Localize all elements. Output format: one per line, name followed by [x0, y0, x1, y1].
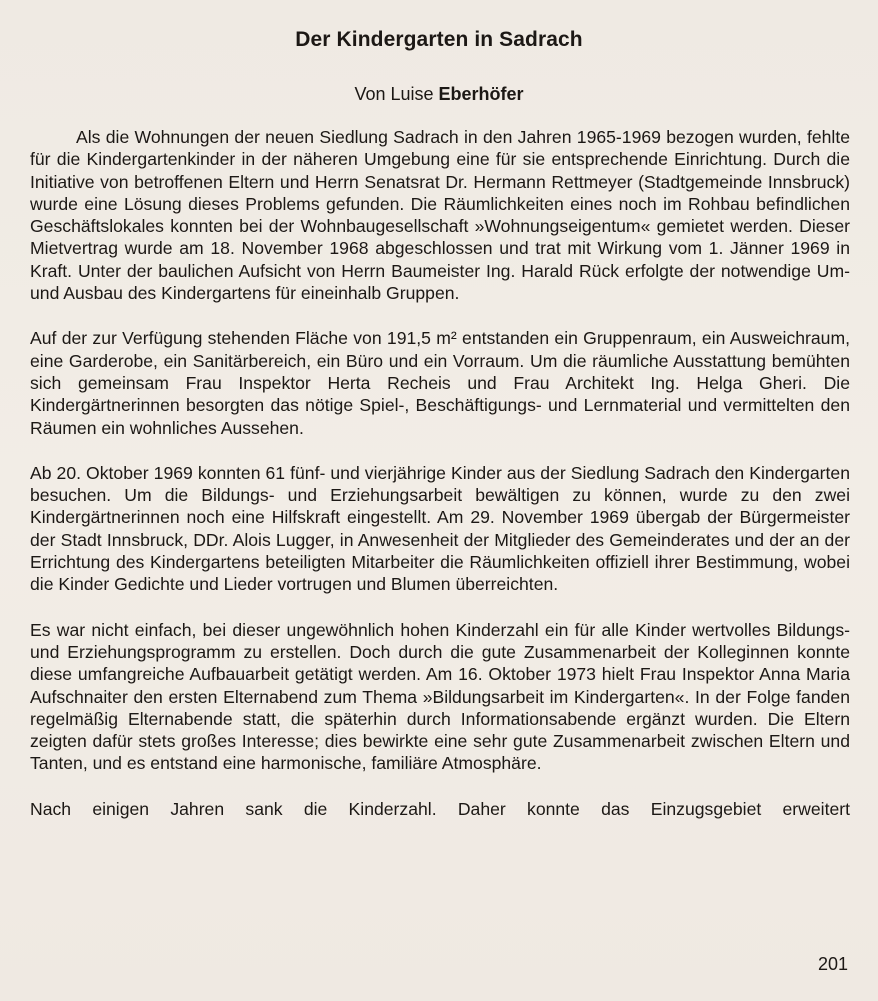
paragraph-2: Auf der zur Verfügung stehenden Fläche von 191,5 m² entstanden ein Gruppenraum, ein Ausweichraum, eine Garderobe, ein Sanitärbereich, ein Büro und ein Vorraum. Um die räumliche Ausstattung bemühten sich gemeinsam Frau Inspektor Herta Recheis und Frau Architekt Ing. Helga Gheri. Die Kindergärtnerinnen besorgten das nötige Spiel-, Beschäftigungs- und Lernmaterial und vermittelten den Räumen ein wohnliches Aussehen.	[30, 328, 850, 438]
article-title: Der Kindergarten in Sadrach	[295, 28, 583, 51]
byline-prefix: Von Luise	[354, 84, 434, 104]
article-body	[30, 126, 850, 843]
byline-author: Eberhöfer	[438, 84, 524, 104]
page-number: 201	[817, 954, 848, 974]
paragraph-5: Nach einigen Jahren sank die Kinderzahl. Daher konnte das Einzugsgebiet erweitert	[30, 798, 850, 819]
paragraph-1: Als die Wohnungen der neuen Siedlung Sadrach in den Jahren 1965-1969 bezogen wurden, fehlte für die Kindergartenkinder in der näheren Umgebung eine für sie entsprechende Einrichtung. Durch die Initiative von betroffenen Eltern und Herrn Senatsrat Dr. Hermann Rettmeyer (Stadtgemeinde Innsbruck) wurde eine Lösung dieses Problems gefunden. Die Räumlichkeiten eines noch im Rohbau befindlichen Geschäftslokales konnten bei der Wohnbaugesellschaft »Wohnungseigentum« gemietet werden. Dieser Mietvertrag wurde am 18. November 1968 abgeschlossen und trat mit Wirkung vom 1. Jänner 1969 in Kraft. Unter der baulichen Aufsicht von Herrn Baumeister Ing. Harald Rück erfolgte der notwendige Um- und Ausbau des Kindergartens für eineinhalb Gruppen.	[30, 127, 850, 304]
paragraph-4: Es war nicht einfach, bei dieser ungewöhnlich hohen Kinderzahl ein für alle Kinder wertvolles Bildungs- und Erziehungsprogramm zu erstellen. Doch durch die gute Zusammenarbeit der Kolleginnen konnte diese umfangreiche Aufbauarbeit getätigt werden. Am 16. Oktober 1973 hielt Frau Inspektor Anna Maria Aufschnaiter den ersten Elternabend zum Thema »Bildungsarbeit im Kindergarten«. In der Folge fanden regelmäßig Elternabende statt, die späterhin durch Informationsabende ergänzt wurden. Die Eltern zeigten dafür stets großes Interesse; dies bewirkte eine sehr gute Zusammenarbeit zwischen Eltern und Tanten, und es entstand eine harmonische, familiäre Atmosphäre.	[30, 619, 850, 774]
paragraph-3: Ab 20. Oktober 1969 konnten 61 fünf- und vierjährige Kinder aus der Siedlung Sadrach den Kindergarten besuchen. Um die Bildungs- und Erziehungsarbeit bewältigen zu können, wurde zu den zwei Kindergärtnerinnen noch eine Hilfskraft eingestellt. Am 29. November 1969 übergab der Bürgermeister der Stadt Innsbruck, DDr. Alois Lugger, in Anwesenheit der Mitglieder des Gemeinderates und der an der Errichtung des Kindergartens beteiligten Mitarbeiter die Räumlichkeiten offiziell ihrer Bestimmung, wobei die Kinder Gedichte und Lieder vortrugen und Blumen überreichten.	[30, 462, 850, 595]
byline	[0, 84, 878, 105]
